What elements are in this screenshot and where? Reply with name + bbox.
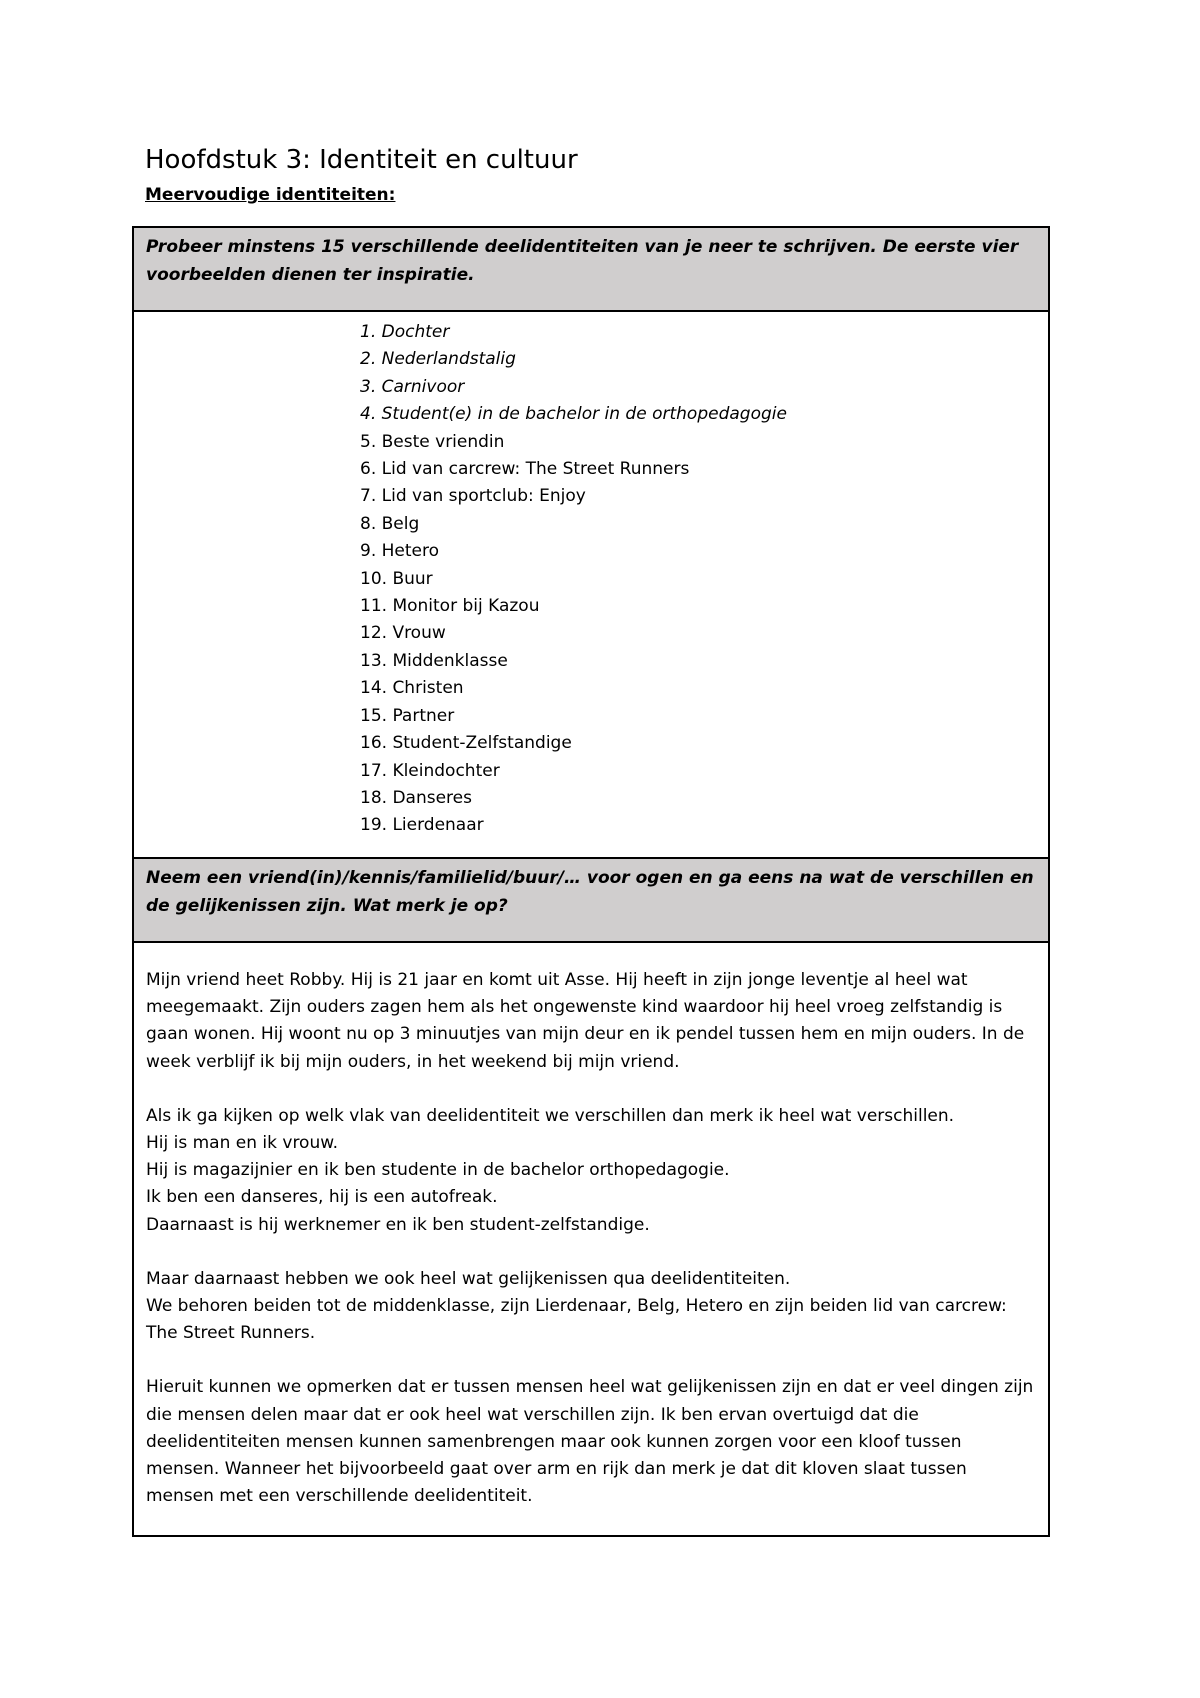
list-item: 18. Danseres xyxy=(360,787,472,808)
list-item: 19. Lierdenaar xyxy=(360,815,484,836)
list-item: 16. Student-Zelfstandige xyxy=(360,733,572,754)
answer-line: Hij is man en ik vrouw. xyxy=(146,1133,338,1154)
page-title: Hoofdstuk 3: Identiteit en cultuur xyxy=(145,145,578,175)
answer-cell xyxy=(134,943,1048,1535)
list-item: 10. Buur xyxy=(360,568,433,589)
answer-line: We behoren beiden tot de middenklasse, zijn Lierdenaar, Belg, Hetero en zijn beiden lid van carcrew: The Street Runners. xyxy=(146,1296,1007,1344)
list-item: 14. Christen xyxy=(360,678,464,699)
prompt-comparison: Neem een vriend(in)/kennis/familielid/buur/… voor ogen en ga eens na wat de verschillen en de gelijkenissen zijn. Wat merk je op? xyxy=(134,859,1048,943)
list-item: 9. Hetero xyxy=(360,541,440,562)
list-item: 11. Monitor bij Kazou xyxy=(360,596,540,617)
answer-line: Als ik ga kijken op welk vlak van deelidentiteit we verschillen dan merk ik heel wat verschillen. xyxy=(146,1105,955,1126)
list-item: 2. Nederlandstalig xyxy=(360,349,516,370)
answer-line: Hij is magazijnier en ik ben studente in de bachelor orthopedagogie. xyxy=(146,1160,730,1181)
answer-line: Daarnaast is hij werknemer en ik ben student-zelfstandige. xyxy=(146,1214,650,1235)
list-item: 1. Dochter xyxy=(360,322,450,342)
list-item: 12. Vrouw xyxy=(360,623,446,644)
answer-paragraph-differences xyxy=(146,1103,1036,1239)
list-item: 7. Lid van sportclub: Enjoy xyxy=(360,486,586,507)
list-item: 15. Partner xyxy=(360,705,455,726)
list-item: 6. Lid van carcrew: The Street Runners xyxy=(360,459,690,480)
list-item: 3. Carnivoor xyxy=(360,376,465,397)
list-item: 17. Kleindochter xyxy=(360,760,500,781)
list-item: 8. Belg xyxy=(360,513,420,534)
answer-paragraph-conclusion: Hieruit kunnen we opmerken dat er tussen mensen heel wat gelijkenissen zijn en dat er veel dingen zijn die mensen delen maar dat er ook heel wat verschillen zijn. Ik ben ervan overtuigd dat die deelidentiteiten mensen kunnen samenbrengen maar ook kunnen zorgen voor een kloof tussen mensen. Wanneer het bijvoorbeeld gaat over arm en rijk dan merk je dat dit kloven slaat tussen mensen met een verschillende deelidentiteit. xyxy=(146,1377,1034,1507)
list-item: 5. Beste vriendin xyxy=(360,431,505,452)
identities-list xyxy=(134,319,1048,840)
answer-line: Maar daarnaast hebben we ook heel wat gelijkenissen qua deelidentiteiten. xyxy=(146,1268,791,1289)
answer-paragraph-similarities xyxy=(146,1266,1036,1348)
answer-paragraph-intro: Mijn vriend heet Robby. Hij is 21 jaar en komt uit Asse. Hij heeft in zijn jonge leventje al heel wat meegemaakt. Zijn ouders zagen hem als het ongewenste kind waardoor hij heel vroeg zelfstandig is gaan wonen. Hij woont nu op 3 minuutjes van mijn deur en ik pendel tussen hem en mijn ouders. In de week verblijf ik bij mijn ouders, in het weekend bij mijn vriend. xyxy=(146,970,1025,1072)
section-subtitle: Meervoudige identiteiten: xyxy=(145,185,396,205)
assignment-table xyxy=(132,226,1050,1537)
list-item: 13. Middenklasse xyxy=(360,650,508,671)
list-item: 4. Student(e) in de bachelor in de orthopedagogie xyxy=(360,404,787,425)
identities-cell xyxy=(134,312,1048,859)
prompt-identities: Probeer minstens 15 verschillende deelidentiteiten van je neer te schrijven. De eerste vier voorbeelden dienen ter inspiratie. xyxy=(134,228,1048,312)
answer-line: Ik ben een danseres, hij is een autofreak. xyxy=(146,1187,498,1208)
